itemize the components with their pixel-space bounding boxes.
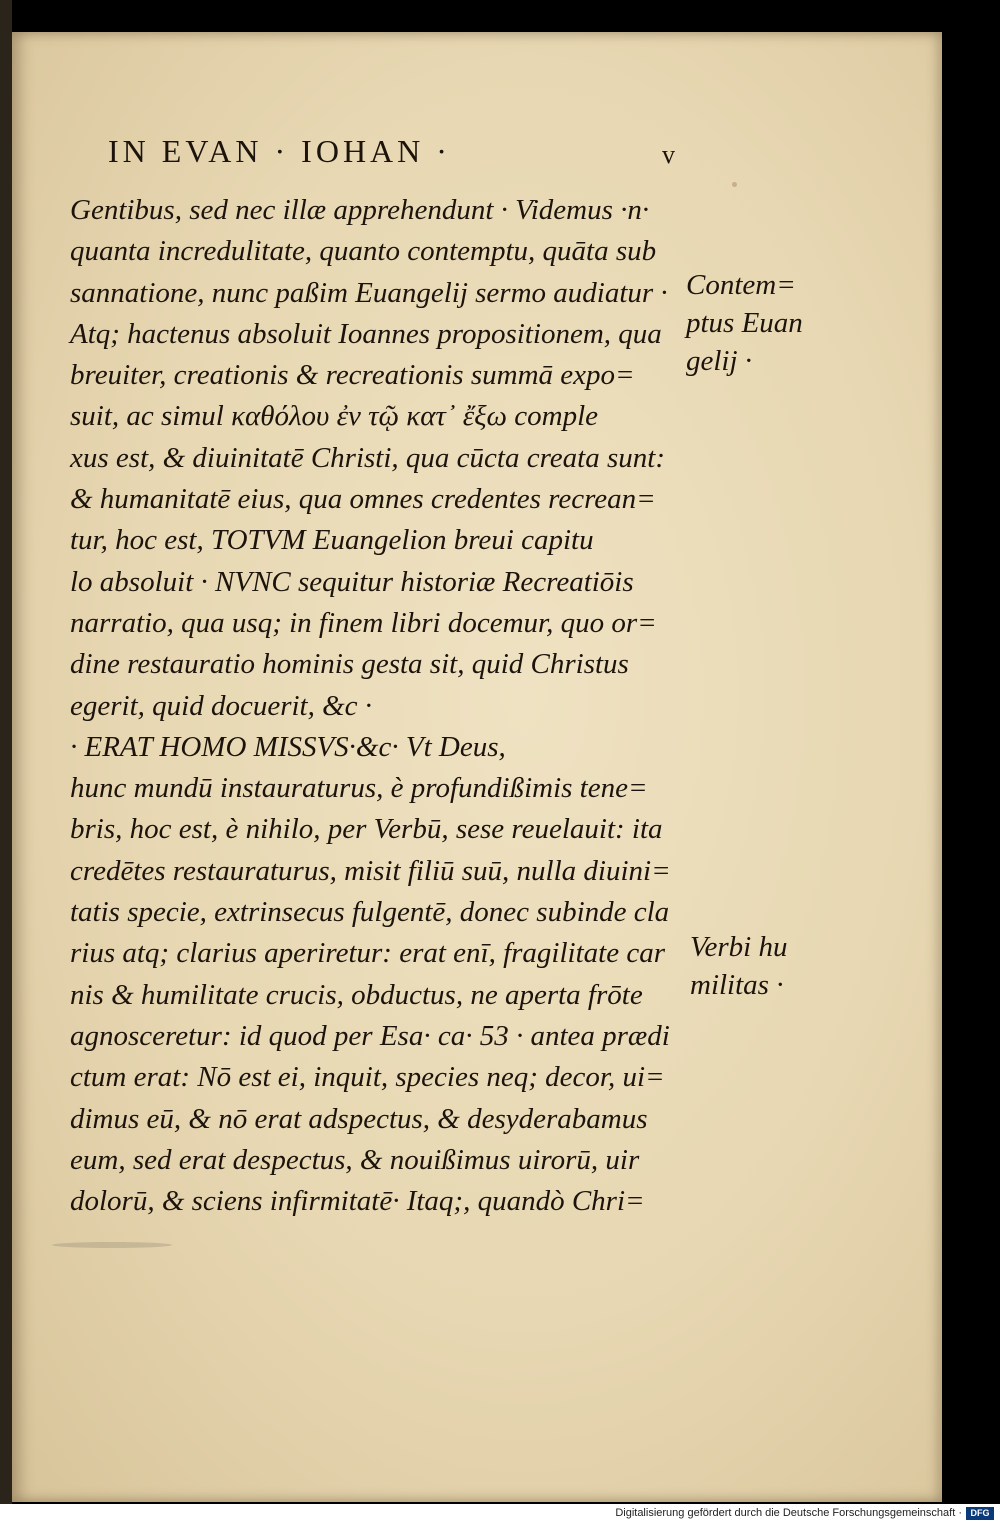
footer-credit: Digitalisierung gefördert durch die Deutsche Forschungsgemeinschaft · xyxy=(615,1507,962,1519)
text-line: xus est, & diuinitatē Christi, qua cūcta creata sunt: xyxy=(70,441,665,474)
margin-note-line: ptus Euan xyxy=(686,307,803,339)
text-line: egerit, quid docuerit, &c · xyxy=(70,689,373,722)
text-line: eum, sed erat despectus, & nouißimus uirorū, uir xyxy=(70,1143,640,1176)
text-line: breuiter, creationis & recreationis summā expo= xyxy=(70,359,635,392)
footer-bar xyxy=(0,1504,1000,1524)
text-line: agnosceretur: id quod per Esa· ca· 53 · antea prædi xyxy=(70,1019,670,1052)
paper-stain xyxy=(732,182,737,187)
text-line: dine restauratio hominis gesta sit, quid Christus xyxy=(70,648,629,681)
text-line: tatis specie, extrinsecus fulgentē, donec subinde cla xyxy=(70,896,670,929)
text-line: sannatione, nunc paßim Euangelij sermo audiatur · xyxy=(70,276,668,309)
text-line: Atq; hactenus absoluit Ioannes propositionem, qua xyxy=(70,317,662,350)
text-line: suit, ac simul καθόλου ἐν τῷ κατ᾽ ἔξω comple xyxy=(70,400,599,433)
text-line: · ERAT HOMO MISSVS·&c· Vt Deus, xyxy=(70,730,506,763)
body-text xyxy=(70,190,710,1222)
running-header: IN EVAN · IOHAN · xyxy=(108,133,451,169)
text-line: dimus eū, & nō erat adspectus, & desyderabamus xyxy=(70,1102,648,1135)
text-line: nis & humilitate crucis, obductus, ne aperta frōte xyxy=(70,978,643,1011)
scan-left-border xyxy=(0,0,12,1504)
text-line: Gentibus, sed nec illæ apprehendunt · Videmus ·n· xyxy=(70,194,650,226)
paper-stain xyxy=(52,1242,172,1248)
margin-note-contemptus xyxy=(686,266,803,380)
scan-right-border xyxy=(942,32,1000,1504)
text-line: quanta incredulitate, quanto contemptu, quāta sub xyxy=(70,235,657,268)
text-line: narratio, qua usq; in finem libri docemur, quo or= xyxy=(70,606,657,639)
text-line: credētes restauraturus, misit filiū suū, nulla diuini= xyxy=(70,854,671,887)
margin-note-line: militas · xyxy=(690,969,784,1001)
margin-note-line: gelij · xyxy=(686,345,753,377)
signature-mark: v xyxy=(662,140,675,169)
text-line: lo absoluit · NVNC sequitur historiæ Recreatiōis xyxy=(70,565,634,598)
text-line: tur, hoc est, TOTVM Euangelion breui capitu xyxy=(70,524,594,557)
scan-top-border xyxy=(0,0,1000,32)
text-line: bris, hoc est, è nihilo, per Verbū, sese reuelauit: ita xyxy=(70,813,663,846)
text-line: ctum erat: Nō est ei, inquit, species neq; decor, ui= xyxy=(70,1061,665,1094)
text-line: rius atq; clarius aperiretur: erat enī, fragilitate car xyxy=(70,937,665,970)
margin-note-line: Contem= xyxy=(686,269,796,301)
text-line: dolorū, & sciens infirmitatē· Itaq;, quandò Chri= xyxy=(70,1185,645,1218)
dfg-logo: DFG xyxy=(966,1507,994,1520)
text-line: & humanitatē eius, qua omnes credentes recrean= xyxy=(70,483,656,516)
margin-note-line: Verbi hu xyxy=(690,931,788,963)
text-line: hunc mundū instauraturus, è profundißimis tene= xyxy=(70,772,648,805)
margin-note-humilitas xyxy=(690,928,787,1004)
